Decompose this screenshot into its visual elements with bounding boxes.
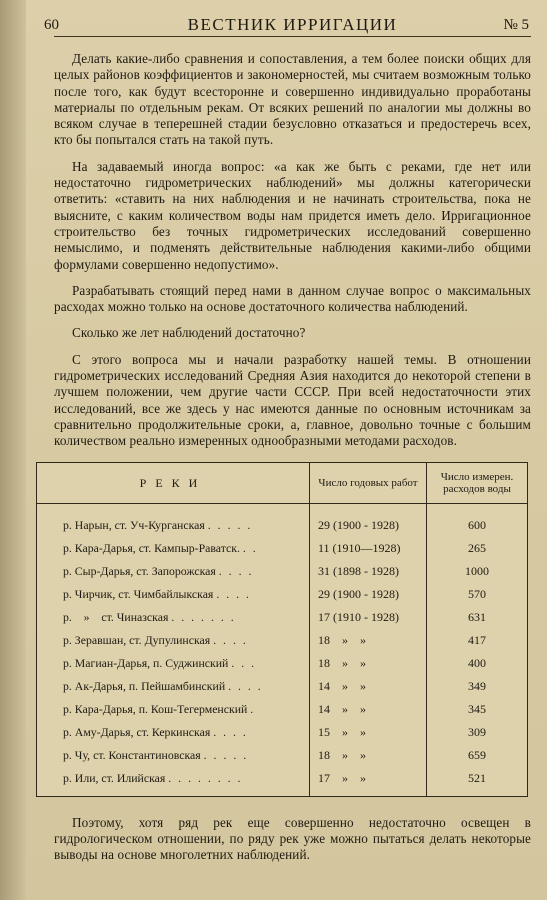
paragraph-2: На задаваемый иногда вопрос: «а как же быть с реками, где нет или недостаточно гидрометрических наблюдений» мы должны категорически ответить: «ставить на них наблюдения и не начинать строительства, пока не выясните, с каким количеством воды нам придется иметь дело. Ирригационное строительство без точных гидрометрических исследований совершенно немыслимо, и подменять действительные наблюдения какими-либо общими формулами совершенно недопустимо».	[54, 158, 531, 272]
years-count: 31 (1898 - 1928)	[310, 560, 427, 583]
river-name: р. Кара-Дарья, п. Кош-Тегерменский .	[63, 701, 256, 716]
table-row	[37, 537, 527, 560]
table-row	[37, 503, 527, 537]
years-count: 17 » »	[310, 767, 427, 796]
page-number: 60	[44, 17, 59, 33]
journal-title: ВЕСТНИК ИРРИГАЦИИ	[187, 15, 398, 34]
river-name: р. Чирчик, ст. Чимбайлыкская . . . .	[63, 586, 251, 601]
header-rivers: РЕКИ	[37, 463, 310, 504]
discharge-count: 521	[427, 767, 528, 796]
paragraph-1: Делать какие-либо сравнения и сопоставления, а тем более поиски общих для целых районов коэффициентов и закономерностей, мы считаем возможным только после того, как будут всесторонне и совершенно индивидуально проработаны материалы по отдельным рекам. От всяких решений по аналогии мы должны во всяком случае в теперешней стадии безусловно отказаться и предостеречь всех, кто бы попытался стать на такой путь.	[54, 51, 531, 148]
years-count: 29 (1900 - 1928)	[310, 583, 427, 606]
table-row	[37, 744, 527, 767]
paragraph-4: Сколько же лет наблюдений достаточно?	[72, 325, 306, 341]
header-years: Число годовых работ	[310, 463, 427, 504]
rivers-table	[36, 462, 528, 797]
years-count: 18 » »	[310, 652, 427, 675]
table-row	[37, 698, 527, 721]
years-count: 14 » »	[310, 675, 427, 698]
closing-paragraph: Поэтому, хотя ряд рек еще совершенно недостаточно освещен в гидрологическом отношении, по ряду рек уже можно пытаться делать некоторые выводы на основе многолетних наблюдений.	[54, 814, 531, 863]
river-name: р. Аму-Дарья, ст. Керкинская . . . .	[63, 724, 248, 739]
table-row	[37, 675, 527, 698]
discharge-count: 349	[427, 675, 528, 698]
discharge-count: 631	[427, 606, 528, 629]
years-count: 18 » »	[310, 629, 427, 652]
discharge-count: 659	[427, 744, 528, 767]
river-name: р. Кара-Дарья, ст. Кампыр-Раватск. . .	[63, 540, 258, 555]
river-name: р. Нарын, ст. Уч-Курганская . . . . .	[63, 517, 253, 532]
years-count: 17 (1910 - 1928)	[310, 606, 427, 629]
river-name: р. » ст. Чиназская . . . . . . .	[63, 609, 236, 624]
header-discharges: Число измерен. расходов воды	[427, 463, 528, 504]
table-row	[37, 560, 527, 583]
page-binding-shadow	[0, 0, 26, 900]
table-header-row	[37, 463, 527, 504]
table-row	[37, 606, 527, 629]
river-name: р. Ак-Дарья, п. Пейшамбинский . . . .	[63, 678, 263, 693]
paragraph-5: С этого вопроса мы и начали разработку нашей темы. В отношении гидрометрических исследований Средняя Азия находится до некоторой степени в лучшем положении, чем другие части СССР. При всей недостаточности этих исследований, все же здесь у нас имеются данные по основным источникам за сравнительно продолжительные сроки, а, главное, довольно точные с большим количеством реально измеренных однообразными методами расходов.	[54, 351, 531, 449]
table-row	[37, 721, 527, 744]
table-row	[37, 652, 527, 675]
years-count: 18 » »	[310, 744, 427, 767]
discharge-count: 600	[427, 503, 528, 537]
river-name: р. Чу, ст. Константиновская . . . . .	[63, 747, 249, 762]
years-count: 15 » »	[310, 721, 427, 744]
table-row	[37, 583, 527, 606]
issue-number: № 5	[503, 17, 529, 33]
years-count: 14 » »	[310, 698, 427, 721]
discharge-count: 345	[427, 698, 528, 721]
discharge-count: 570	[427, 583, 528, 606]
years-count: 29 (1900 - 1928)	[310, 503, 427, 537]
table-row	[37, 629, 527, 652]
discharge-count: 400	[427, 652, 528, 675]
paragraph-3: Разрабатывать стоящий перед нами в данном случае вопрос о максимальных расходах можно только на основе достаточного количества наблюдений.	[54, 282, 531, 315]
river-name: р. Сыр-Дарья, ст. Запорожская . . . .	[63, 563, 254, 578]
discharge-count: 265	[427, 537, 528, 560]
running-header	[44, 14, 531, 37]
river-name: р. Магиан-Дарья, п. Суджинский . . .	[63, 655, 257, 670]
river-name: р. Зеравшан, ст. Дупулинская . . . .	[63, 632, 248, 647]
table-row	[37, 767, 527, 796]
discharge-count: 417	[427, 629, 528, 652]
river-name: р. Или, ст. Илийская . . . . . . . .	[63, 770, 243, 785]
years-count: 11 (1910—1928)	[310, 537, 427, 560]
discharge-count: 309	[427, 721, 528, 744]
discharge-count: 1000	[427, 560, 528, 583]
